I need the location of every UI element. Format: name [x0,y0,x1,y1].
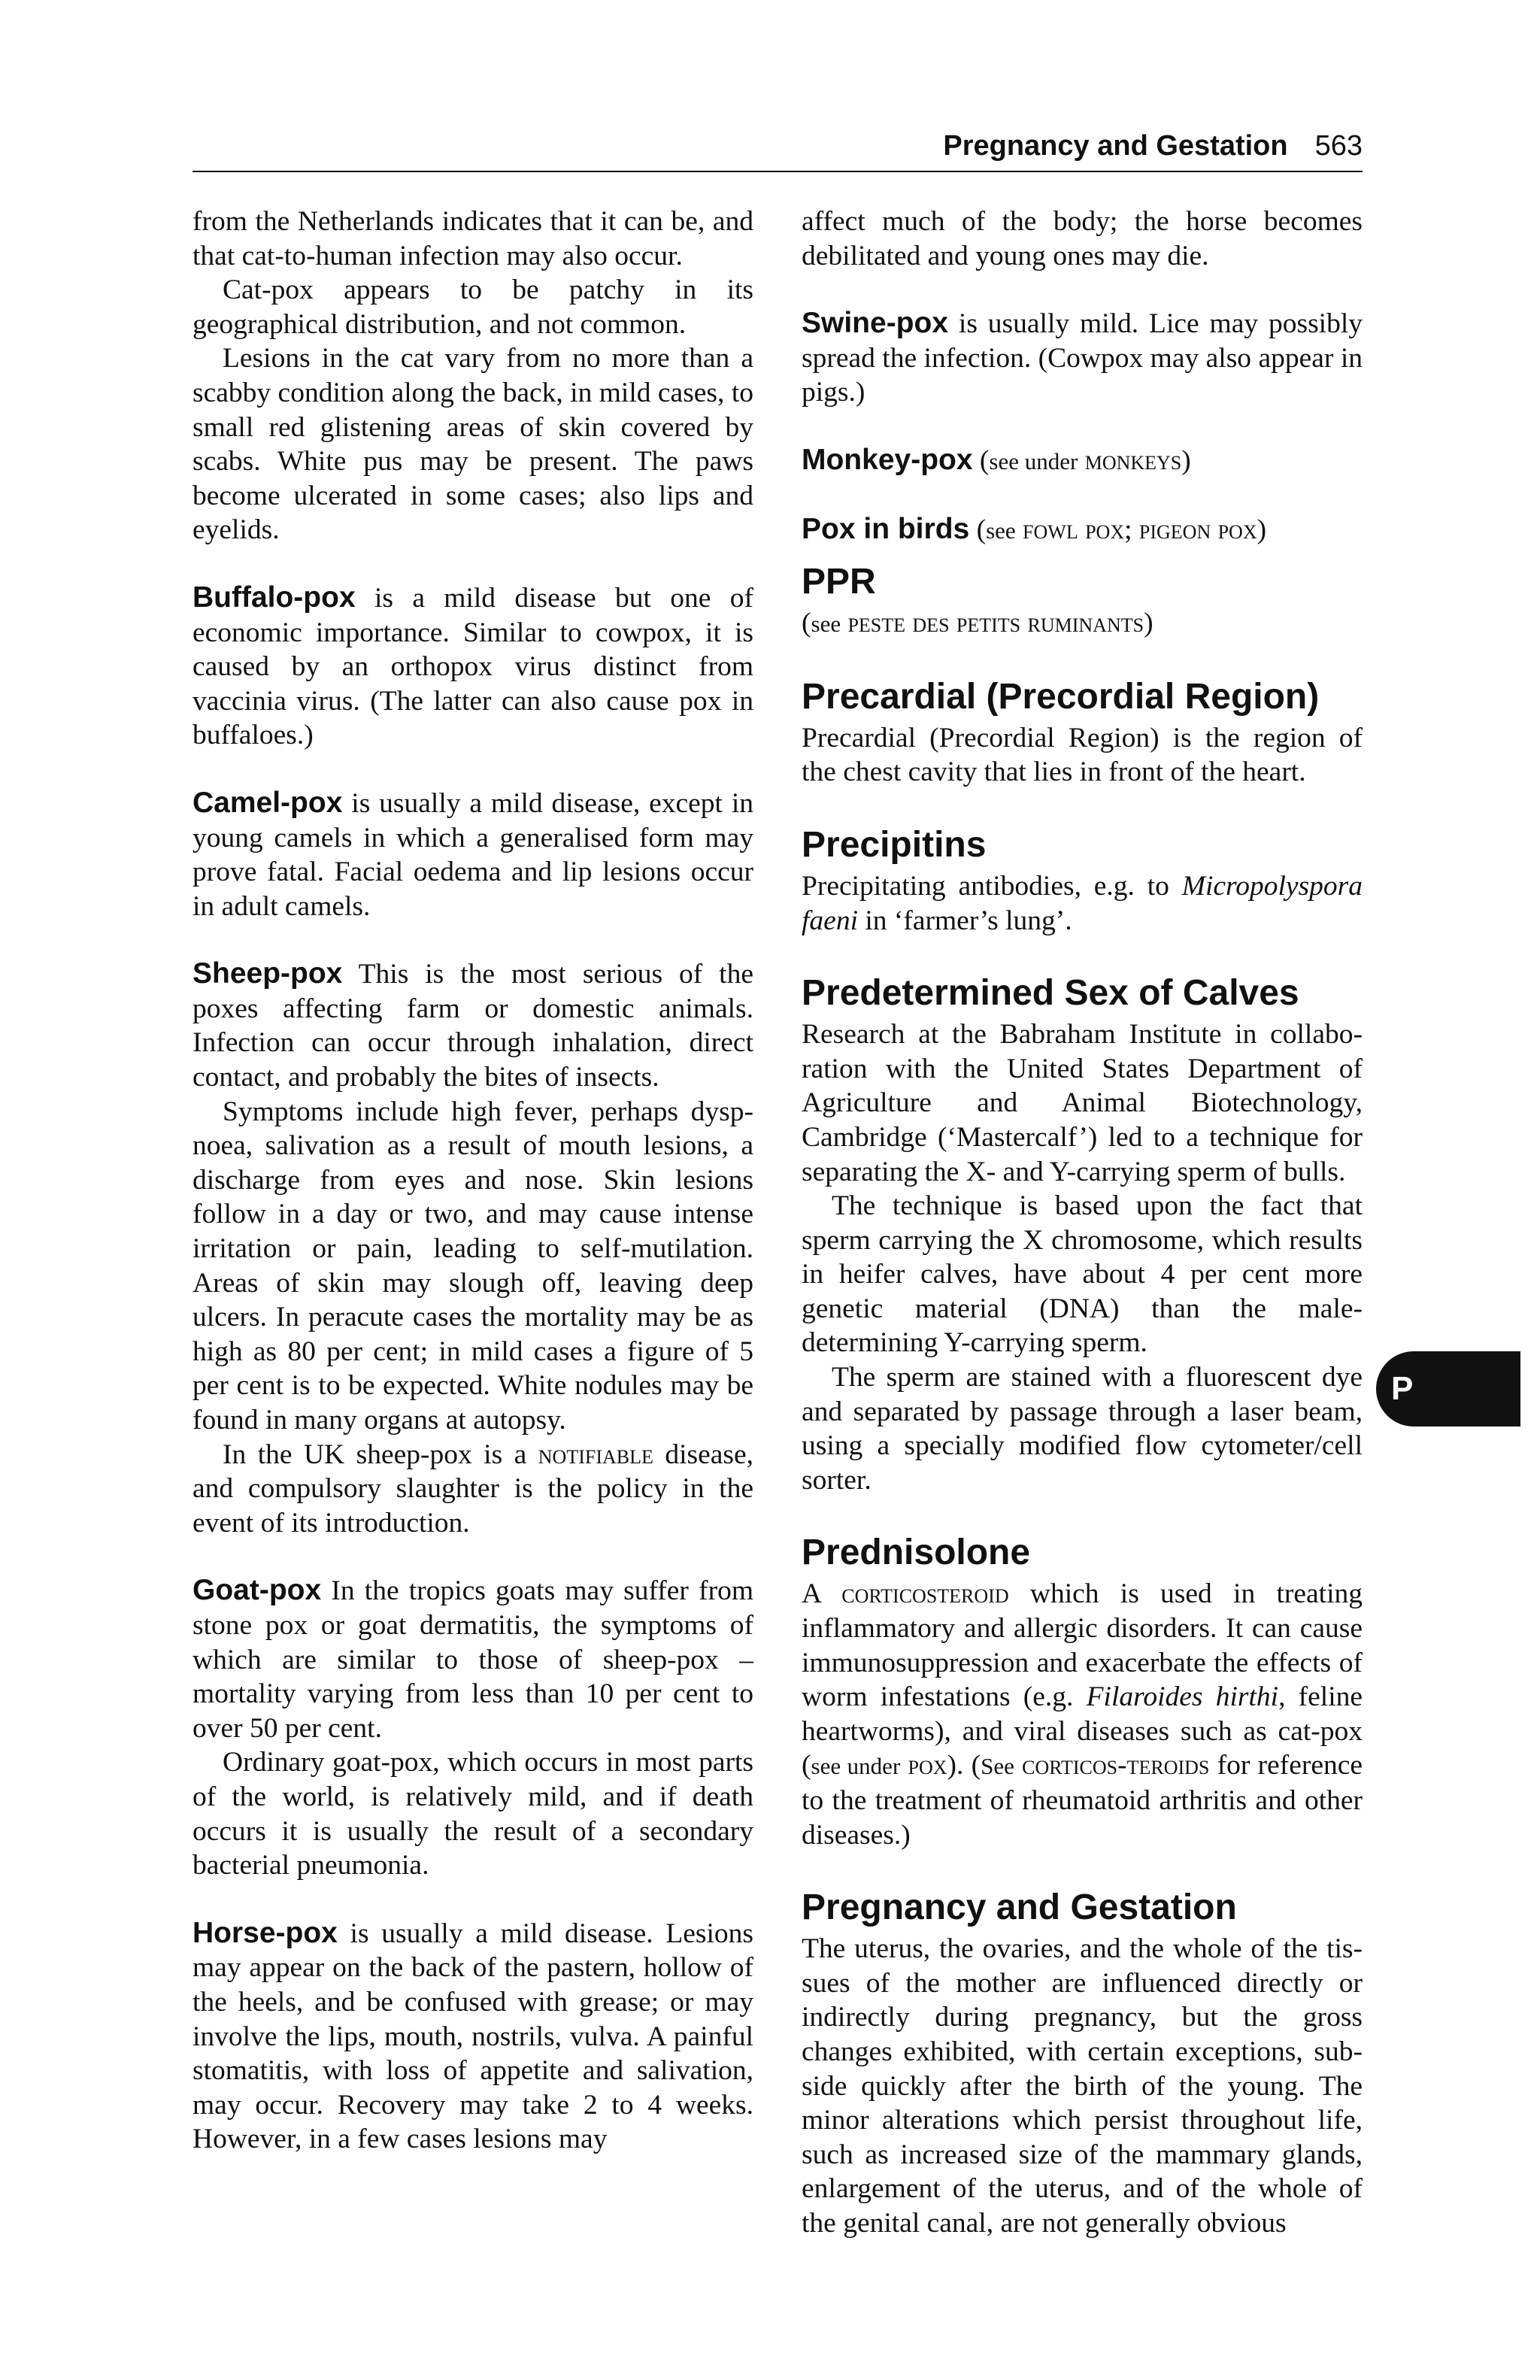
species-name: Filaroides hirthi [1086,1681,1279,1713]
see-under: see under [989,447,1078,474]
term-sheep-pox: Sheep-pox [192,957,343,990]
species-name: Micropolyspora faeni [802,870,1363,936]
paragraph [192,1438,753,1541]
paren: ( [972,444,990,476]
heading-precardial: Precardial (Precordial Region) [802,676,1320,717]
entry-horse-pox [192,1916,753,2157]
entry-text: is usually a mild disease. Lesions may appear on the back of the pastern, hollow of the heels, and be confused with grease; or may involve the lips, mouth, nostrils, vulva. A painful stomatitis, with loss of appetite and salivation, may occur. Recovery may take 2 to 4 weeks. However, in a few cases lesions may [192,1918,753,2155]
heading-precipitins: Precipitins [802,824,987,865]
heading-ppr: PPR [802,562,876,602]
term-pox-in-birds: Pox in birds [802,512,970,545]
separator: ; [1124,514,1139,545]
text-run: A [802,1578,842,1610]
entry-text: is usually mild. Lice may possibly spread the infection. (Cowpox may also appear in pigs.) [802,308,1363,408]
heading-prednisolone: Prednisolone [802,1533,1031,1573]
cross-reference: pigeon pox [1138,514,1257,545]
entry-text: is usually a mild disease, except in young camels in which a generalised form may prove fatal. Facial oedema and lip lesions occur in adult camels. [192,787,753,922]
paragraph: Cat-pox appears to be patchy in its geographical distribution, and not common. [192,274,753,340]
term-goat-pox: Goat-pox [192,1574,322,1607]
paragraph: The sperm are stained with a fluorescent dye and separated by passage through a laser beam, using a specially modified flow cytometer/cell sorter. [802,1362,1363,1496]
text-run: Precipitating antibodies, e.g. to [802,870,1182,902]
paragraph: Symptoms include high fever, perhaps dysp-noea, salivation as a result of mouth lesions, a discharge from eyes and nose. Skin lesions follow in a day or two, and may cause intense irritation or pain, leading to self-mutilation. Areas of skin may slough off, leaving deep ulcers. In peracute cases the mortality may be as high as 80 per cent; in mild cases a figure of 5 per cent is to be expected. White nodules may be found in many organs at autopsy. [192,1096,753,1436]
entry-sheep-pox [192,957,753,1094]
text-run: ). ( [947,1750,981,1781]
see: See [981,1753,1014,1780]
heading-pregnancy-gestation: Pregnancy and Gestation [802,1887,1237,1928]
cross-reference: peste des petits ruminants [841,608,1144,639]
entry-text: is a mild disease but one of economic importance. Similar to cowpox, it is caused by an orthopox virus distinct from vaccinia virus. (The latter can also cause pox in buffaloes.) [192,582,753,751]
paren: ( [969,514,987,545]
paragraph: from the Netherlands indicates that it can be, and that cat-to-human infection may also occur. [192,206,753,271]
entry-swine-pox [802,306,1363,410]
text-run: which is used in treating inflammatory and allergic disorders. It can cause immunosuppression and exacerbate the effects of worm infestations (e.g. [802,1578,1363,1713]
see-under: see under [811,1753,901,1780]
paragraph: Ordinary goat-pox, which occurs in most parts of the world, is relatively mild, and if death occurs it is usually the result of a secondary bacterial pneumonia. [192,1747,753,1881]
paragraph: affect much of the body; the horse becomes debilitated and young ones may die. [802,206,1363,271]
left-column [192,205,753,2157]
see: see [811,611,841,638]
paren: ( [802,608,811,639]
thumb-tab-letter: P [1391,1370,1414,1407]
paren: ) [1144,608,1153,639]
paragraph [802,1577,1363,1852]
cross-reference: monkeys [1078,444,1182,476]
entry-camel-pox [192,786,753,923]
entry-text: This is the most serious of the poxes affecting farm or domestic animals. Infection can occur through inhalation, direct contact, and probably the bites of insects. [192,959,753,1093]
paragraph [802,869,1363,938]
entry-monkey-pox [802,443,1363,479]
text-run: for reference to the treatment of rheumatoid arthritis and other diseases.) [802,1750,1363,1851]
text-run: , feline heartworms), and viral diseases such as cat-pox ( [802,1681,1363,1781]
paragraph: The technique is based upon the fact that sperm carrying the X chromosome, which results in heifer calves, have about 4 per cent more genetic material (DNA) than the male-determining Y-carrying sperm. [802,1190,1363,1359]
text-run: disease, and compulsory slaughter is the policy in the event of its introduction. [192,1439,753,1539]
paragraph: Research at the Babraham Institute in collabo-ration with the United States Department of Agriculture and Animal Biotechnology, Cambridge (‘Mastercalf’) led to a technique for separating the X- and Y-carrying sperm of bulls. [802,1019,1363,1187]
see: see [986,517,1016,544]
entry-buffalo-pox [192,581,753,753]
cross-reference: pox [900,1750,947,1781]
entry-goat-pox [192,1573,753,1745]
running-head-title: Pregnancy and Gestation [943,130,1288,162]
term-buffalo-pox: Buffalo-pox [192,581,356,614]
entry-pox-in-birds [802,512,1363,548]
cross-reference: notifiable [538,1439,653,1470]
paren: ) [1257,514,1267,545]
running-head [192,125,1363,167]
text-run: in ‘farmer’s lung’. [857,905,1072,936]
paragraph: The uterus, the ovaries, and the whole of the tis-sues of the mother are influenced directly or indirectly during pregnancy, but the gross changes exhibited, with certain exceptions, sub-side quickly after the birth of the young. The minor alterations which persist throughout life, such as increased size of the mammary glands, enlargement of the uterus, and of the whole of the genital canal, are not generally obvious [802,1933,1363,2239]
term-swine-pox: Swine-pox [802,307,949,340]
thumb-index-tab [1376,1351,1520,1426]
paragraph: Lesions in the cat vary from no more than a scabby condition along the back, in mild cases, to small red glistening areas of skin covered by scabs. White pus may be present. The paws become ulcerated in some cases; also lips and eyelids. [192,343,753,546]
text-run: In the UK sheep-pox is a [223,1439,538,1470]
right-column [802,205,1363,2241]
cross-reference: fowl pox [1015,514,1125,545]
term-horse-pox: Horse-pox [192,1916,338,1949]
term-monkey-pox: Monkey-pox [802,443,973,476]
entry-ppr [802,606,1363,641]
page-number: 563 [1314,130,1363,162]
term-camel-pox: Camel-pox [192,786,343,819]
cross-reference: corticosteroid [841,1578,1009,1610]
heading-predetermined-sex: Predetermined Sex of Calves [802,973,1299,1014]
cross-reference: corticos-teroids [1014,1750,1210,1781]
entry-text: In the tropics goats may suffer from stone pox or goat dermatitis, the symptoms of which are similar to those of sheep-pox – mortality varying from less than 10 per cent to over 50 per cent. [192,1575,753,1744]
header-rule [192,171,1363,172]
paragraph: Precardial (Precordial Region) is the region of the chest cavity that lies in front of the heart. [802,722,1363,788]
paren: ) [1181,444,1191,476]
